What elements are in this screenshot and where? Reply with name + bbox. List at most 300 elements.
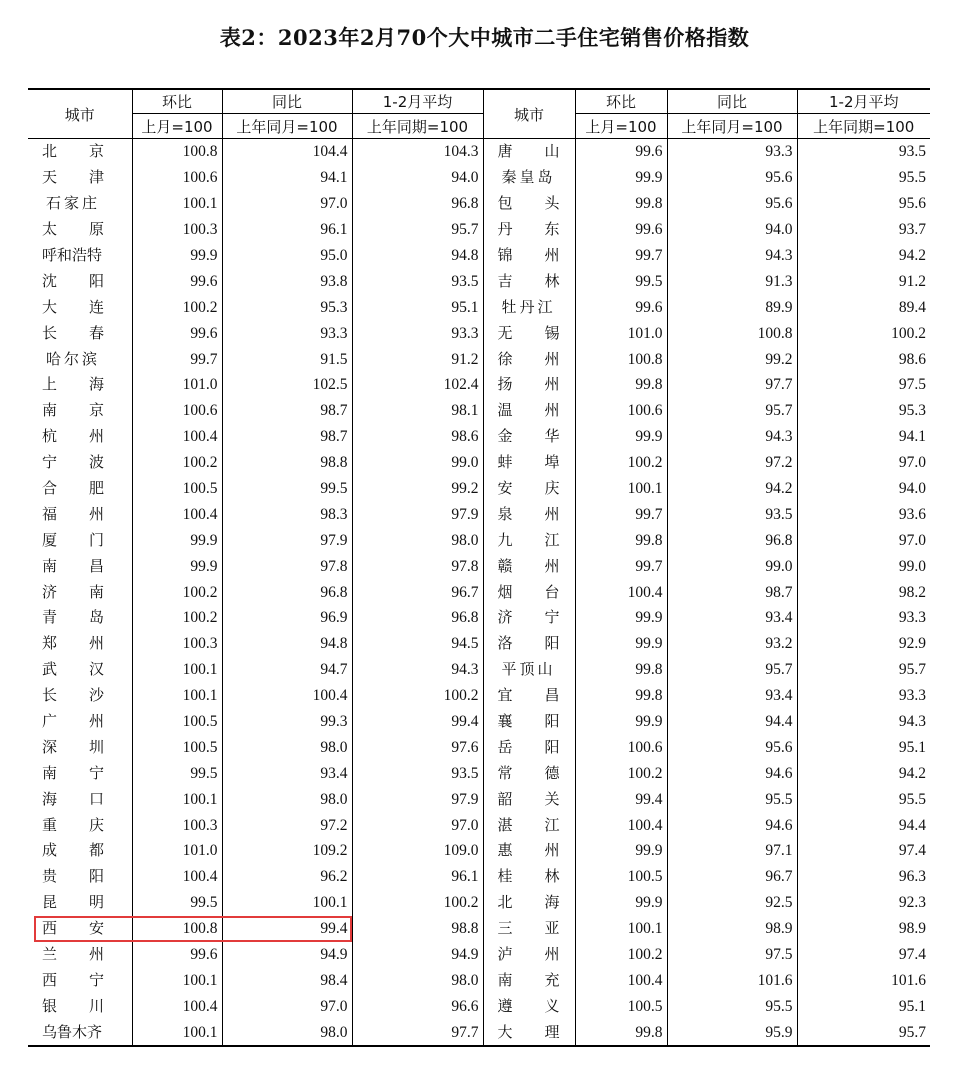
yoy-right-cell: 95.6 xyxy=(667,191,797,217)
avg-right-cell: 94.2 xyxy=(797,243,930,269)
table-body xyxy=(28,139,930,1047)
header-yoy-base-right: 上年同月=100 xyxy=(667,114,797,139)
table-row xyxy=(28,372,930,398)
yoy-right-cell: 93.2 xyxy=(667,631,797,657)
yoy-right-cell: 99.2 xyxy=(667,346,797,372)
yoy-right-cell: 91.3 xyxy=(667,268,797,294)
city-left-cell xyxy=(28,476,132,502)
yoy-left-cell: 97.0 xyxy=(222,191,352,217)
city-right-name: 无 锡 xyxy=(497,323,560,342)
mom-right-cell: 100.2 xyxy=(575,450,667,476)
avg-right-cell: 93.6 xyxy=(797,501,930,527)
avg-right-cell: 93.3 xyxy=(797,605,930,631)
yoy-left-cell: 100.4 xyxy=(222,683,352,709)
mom-left-cell: 100.1 xyxy=(132,786,222,812)
mom-left-cell: 100.1 xyxy=(132,191,222,217)
city-right-cell xyxy=(483,631,575,657)
city-left-name: 西 宁 xyxy=(42,970,104,989)
yoy-left-cell: 98.7 xyxy=(222,398,352,424)
city-right-name: 韶 关 xyxy=(497,789,560,808)
yoy-left-cell: 94.9 xyxy=(222,942,352,968)
city-left-name: 宁 波 xyxy=(42,453,104,472)
yoy-right-cell: 97.7 xyxy=(667,372,797,398)
city-left-name: 南 宁 xyxy=(42,763,104,782)
table-row xyxy=(28,605,930,631)
city-left-cell xyxy=(28,553,132,579)
city-left-cell xyxy=(28,864,132,890)
yoy-left-cell: 104.4 xyxy=(222,139,352,165)
table-row xyxy=(28,294,930,320)
yoy-right-cell: 89.9 xyxy=(667,294,797,320)
yoy-left-cell: 98.0 xyxy=(222,1019,352,1046)
city-left-cell xyxy=(28,527,132,553)
city-left-name: 贵 阳 xyxy=(42,867,104,886)
mom-left-cell: 100.2 xyxy=(132,294,222,320)
avg-left-cell: 98.8 xyxy=(352,916,483,942)
avg-left-cell: 95.1 xyxy=(352,294,483,320)
city-left-cell xyxy=(28,1019,132,1046)
city-right-cell xyxy=(483,760,575,786)
table-row xyxy=(28,786,930,812)
city-right-cell xyxy=(483,139,575,165)
avg-right-cell: 89.4 xyxy=(797,294,930,320)
table-row xyxy=(28,838,930,864)
mom-right-cell: 99.9 xyxy=(575,424,667,450)
header-yoy-base-left: 上年同月=100 xyxy=(222,114,352,139)
yoy-right-cell: 94.6 xyxy=(667,760,797,786)
mom-right-cell: 100.1 xyxy=(575,476,667,502)
yoy-right-cell: 95.6 xyxy=(667,165,797,191)
header-avg-base-left: 上年同期=100 xyxy=(352,114,483,139)
yoy-right-cell: 99.0 xyxy=(667,553,797,579)
yoy-left-cell: 98.0 xyxy=(222,786,352,812)
yoy-right-cell: 95.9 xyxy=(667,1019,797,1046)
city-right-cell xyxy=(483,942,575,968)
avg-left-cell: 94.0 xyxy=(352,165,483,191)
table-row xyxy=(28,916,930,942)
avg-right-cell: 91.2 xyxy=(797,268,930,294)
city-right-name: 桂 林 xyxy=(497,867,560,886)
city-right-name: 徐 州 xyxy=(497,349,560,368)
mom-left-cell: 99.9 xyxy=(132,243,222,269)
city-right-cell xyxy=(483,1019,575,1046)
city-right-cell xyxy=(483,709,575,735)
mom-left-cell: 100.5 xyxy=(132,709,222,735)
yoy-left-cell: 102.5 xyxy=(222,372,352,398)
city-left-cell xyxy=(28,579,132,605)
yoy-left-cell: 109.2 xyxy=(222,838,352,864)
yoy-right-cell: 94.6 xyxy=(667,812,797,838)
city-left-name: 广 州 xyxy=(42,712,104,731)
avg-left-cell: 97.9 xyxy=(352,786,483,812)
city-right-name: 三 亚 xyxy=(497,919,560,938)
city-left-cell xyxy=(28,968,132,994)
city-right-name: 北 海 xyxy=(497,893,560,912)
yoy-left-cell: 94.1 xyxy=(222,165,352,191)
avg-left-cell: 100.2 xyxy=(352,683,483,709)
city-right-name: 蚌 埠 xyxy=(497,453,560,472)
table-row xyxy=(28,579,930,605)
yoy-left-cell: 93.3 xyxy=(222,320,352,346)
city-left-cell xyxy=(28,165,132,191)
table-row xyxy=(28,191,930,217)
city-right-cell xyxy=(483,683,575,709)
avg-right-cell: 94.3 xyxy=(797,709,930,735)
mom-right-cell: 99.9 xyxy=(575,838,667,864)
table-row xyxy=(28,683,930,709)
city-left-name: 青 岛 xyxy=(42,608,104,627)
mom-right-cell: 99.8 xyxy=(575,372,667,398)
table-row xyxy=(28,553,930,579)
city-left-cell xyxy=(28,501,132,527)
table-row xyxy=(28,527,930,553)
yoy-right-cell: 94.3 xyxy=(667,243,797,269)
mom-right-cell: 100.2 xyxy=(575,760,667,786)
city-right-cell xyxy=(483,191,575,217)
city-left-cell xyxy=(28,760,132,786)
mom-right-cell: 100.6 xyxy=(575,734,667,760)
mom-right-cell: 100.8 xyxy=(575,346,667,372)
mom-left-cell: 100.8 xyxy=(132,139,222,165)
mom-right-cell: 100.6 xyxy=(575,398,667,424)
table-row xyxy=(28,942,930,968)
mom-left-cell: 99.6 xyxy=(132,942,222,968)
avg-left-cell: 97.6 xyxy=(352,734,483,760)
avg-left-cell: 97.9 xyxy=(352,501,483,527)
city-left-name: 北 京 xyxy=(42,142,104,161)
city-left-name: 济 南 xyxy=(42,582,104,601)
header-yoy-right: 同比 xyxy=(667,89,797,114)
city-left-name: 银 川 xyxy=(42,996,104,1015)
avg-left-cell: 93.3 xyxy=(352,320,483,346)
city-left-name: 海 口 xyxy=(42,789,104,808)
city-right-cell xyxy=(483,217,575,243)
avg-left-cell: 100.2 xyxy=(352,890,483,916)
yoy-right-cell: 95.6 xyxy=(667,734,797,760)
mom-left-cell: 100.2 xyxy=(132,579,222,605)
table-row xyxy=(28,320,930,346)
mom-left-cell: 100.3 xyxy=(132,631,222,657)
mom-left-cell: 100.1 xyxy=(132,657,222,683)
yoy-right-cell: 96.7 xyxy=(667,864,797,890)
avg-right-cell: 95.6 xyxy=(797,191,930,217)
avg-left-cell: 96.1 xyxy=(352,864,483,890)
header-row-1 xyxy=(28,89,930,114)
avg-right-cell: 93.5 xyxy=(797,139,930,165)
mom-right-cell: 99.8 xyxy=(575,191,667,217)
mom-right-cell: 99.6 xyxy=(575,139,667,165)
mom-right-cell: 99.9 xyxy=(575,631,667,657)
yoy-right-cell: 97.1 xyxy=(667,838,797,864)
yoy-left-cell: 98.0 xyxy=(222,734,352,760)
mom-left-cell: 99.7 xyxy=(132,346,222,372)
yoy-right-cell: 98.7 xyxy=(667,579,797,605)
table-row xyxy=(28,346,930,372)
table-row xyxy=(28,760,930,786)
avg-right-cell: 98.2 xyxy=(797,579,930,605)
yoy-left-cell: 98.8 xyxy=(222,450,352,476)
yoy-left-cell: 98.7 xyxy=(222,424,352,450)
mom-left-cell: 100.3 xyxy=(132,812,222,838)
yoy-right-cell: 94.0 xyxy=(667,217,797,243)
city-left-name: 乌鲁木齐 xyxy=(42,1022,103,1041)
price-index-table-wrapper xyxy=(28,88,930,1047)
mom-right-cell: 99.7 xyxy=(575,501,667,527)
avg-left-cell: 96.8 xyxy=(352,605,483,631)
city-right-name: 泉 州 xyxy=(497,504,560,523)
avg-left-cell: 99.2 xyxy=(352,476,483,502)
page-title: 表2：2023年2月70个大中城市二手住宅销售价格指数 xyxy=(219,25,750,50)
city-right-cell xyxy=(483,968,575,994)
city-right-name: 洛 阳 xyxy=(497,634,560,653)
avg-right-cell: 94.2 xyxy=(797,760,930,786)
mom-right-cell: 99.7 xyxy=(575,243,667,269)
table-row xyxy=(28,139,930,165)
mom-left-cell: 100.4 xyxy=(132,501,222,527)
avg-left-cell: 102.4 xyxy=(352,372,483,398)
avg-right-cell: 94.4 xyxy=(797,812,930,838)
yoy-right-cell: 94.3 xyxy=(667,424,797,450)
yoy-right-cell: 94.4 xyxy=(667,709,797,735)
avg-left-cell: 93.5 xyxy=(352,760,483,786)
avg-right-cell: 98.6 xyxy=(797,346,930,372)
mom-right-cell: 99.9 xyxy=(575,709,667,735)
city-right-cell xyxy=(483,786,575,812)
yoy-left-cell: 95.3 xyxy=(222,294,352,320)
city-left-name: 福 州 xyxy=(42,504,104,523)
city-left-cell xyxy=(28,217,132,243)
avg-right-cell: 95.1 xyxy=(797,734,930,760)
city-right-cell xyxy=(483,812,575,838)
mom-right-cell: 101.0 xyxy=(575,320,667,346)
mom-right-cell: 99.8 xyxy=(575,657,667,683)
mom-left-cell: 100.5 xyxy=(132,734,222,760)
city-left-cell xyxy=(28,346,132,372)
city-left-cell xyxy=(28,268,132,294)
avg-left-cell: 96.8 xyxy=(352,191,483,217)
city-left-name: 西 安 xyxy=(42,919,104,938)
yoy-left-cell: 95.0 xyxy=(222,243,352,269)
header-mom-left: 环比 xyxy=(132,89,222,114)
city-left-cell xyxy=(28,812,132,838)
table-row xyxy=(28,812,930,838)
city-right-cell xyxy=(483,424,575,450)
city-left-cell xyxy=(28,786,132,812)
table-row xyxy=(28,1019,930,1046)
table-row xyxy=(28,968,930,994)
city-left-name: 合 肥 xyxy=(42,479,104,498)
table-row xyxy=(28,476,930,502)
city-left-name: 郑 州 xyxy=(42,634,104,653)
city-left-cell xyxy=(28,191,132,217)
header-mom-right: 环比 xyxy=(575,89,667,114)
city-right-cell xyxy=(483,657,575,683)
city-right-name: 吉 林 xyxy=(497,271,560,290)
mom-right-cell: 99.9 xyxy=(575,890,667,916)
mom-left-cell: 100.5 xyxy=(132,476,222,502)
mom-left-cell: 100.8 xyxy=(132,916,222,942)
city-right-name: 烟 台 xyxy=(497,582,560,601)
city-right-name: 金 华 xyxy=(497,427,560,446)
city-right-cell xyxy=(483,476,575,502)
avg-left-cell: 96.6 xyxy=(352,993,483,1019)
city-right-name: 扬 州 xyxy=(497,375,560,394)
city-right-name: 平顶山 xyxy=(501,660,556,679)
yoy-right-cell: 101.6 xyxy=(667,968,797,994)
city-left-name: 昆 明 xyxy=(42,893,104,912)
city-left-cell xyxy=(28,605,132,631)
city-left-name: 兰 州 xyxy=(42,945,104,964)
mom-left-cell: 99.5 xyxy=(132,890,222,916)
yoy-right-cell: 95.5 xyxy=(667,786,797,812)
avg-left-cell: 97.0 xyxy=(352,812,483,838)
table-row xyxy=(28,734,930,760)
city-left-cell xyxy=(28,657,132,683)
mom-right-cell: 100.4 xyxy=(575,968,667,994)
city-right-name: 大 理 xyxy=(497,1022,560,1041)
avg-right-cell: 95.1 xyxy=(797,993,930,1019)
table-row xyxy=(28,424,930,450)
mom-left-cell: 100.4 xyxy=(132,864,222,890)
mom-right-cell: 99.9 xyxy=(575,165,667,191)
avg-right-cell: 98.9 xyxy=(797,916,930,942)
city-left-name: 武 汉 xyxy=(42,660,104,679)
avg-right-cell: 100.2 xyxy=(797,320,930,346)
city-right-name: 宜 昌 xyxy=(497,686,560,705)
city-right-name: 九 江 xyxy=(497,530,560,549)
city-left-name: 南 京 xyxy=(42,401,104,420)
yoy-left-cell: 96.8 xyxy=(222,579,352,605)
header-city-left: 城市 xyxy=(28,89,132,139)
city-left-name: 天 津 xyxy=(42,168,104,187)
city-right-cell xyxy=(483,294,575,320)
header-row-2 xyxy=(28,114,930,139)
city-left-cell xyxy=(28,294,132,320)
table-row xyxy=(28,864,930,890)
city-left-name: 哈尔滨 xyxy=(45,349,100,368)
mom-right-cell: 99.8 xyxy=(575,683,667,709)
table-row xyxy=(28,709,930,735)
city-right-name: 岳 阳 xyxy=(497,737,560,756)
city-right-name: 唐 山 xyxy=(497,142,560,161)
yoy-right-cell: 93.3 xyxy=(667,139,797,165)
mom-left-cell: 100.2 xyxy=(132,605,222,631)
table-row xyxy=(28,631,930,657)
header-city-right: 城市 xyxy=(483,89,575,139)
yoy-right-cell: 92.5 xyxy=(667,890,797,916)
avg-right-cell: 101.6 xyxy=(797,968,930,994)
yoy-right-cell: 95.7 xyxy=(667,657,797,683)
avg-left-cell: 97.7 xyxy=(352,1019,483,1046)
city-left-name: 南 昌 xyxy=(42,556,104,575)
yoy-right-cell: 93.5 xyxy=(667,501,797,527)
city-right-cell xyxy=(483,579,575,605)
city-left-cell xyxy=(28,320,132,346)
city-right-name: 泸 州 xyxy=(497,945,560,964)
yoy-left-cell: 97.2 xyxy=(222,812,352,838)
avg-left-cell: 96.7 xyxy=(352,579,483,605)
avg-right-cell: 95.5 xyxy=(797,165,930,191)
city-left-cell xyxy=(28,683,132,709)
city-left-name: 沈 阳 xyxy=(42,271,104,290)
avg-left-cell: 98.0 xyxy=(352,527,483,553)
avg-right-cell: 97.4 xyxy=(797,942,930,968)
city-right-cell xyxy=(483,501,575,527)
mom-right-cell: 100.1 xyxy=(575,916,667,942)
avg-right-cell: 96.3 xyxy=(797,864,930,890)
yoy-left-cell: 93.8 xyxy=(222,268,352,294)
avg-left-cell: 98.6 xyxy=(352,424,483,450)
mom-right-cell: 100.4 xyxy=(575,579,667,605)
mom-left-cell: 100.1 xyxy=(132,683,222,709)
city-left-name: 大 连 xyxy=(42,297,104,316)
city-left-cell xyxy=(28,139,132,165)
mom-right-cell: 99.7 xyxy=(575,553,667,579)
mom-left-cell: 99.9 xyxy=(132,527,222,553)
city-left-cell xyxy=(28,942,132,968)
mom-left-cell: 101.0 xyxy=(132,838,222,864)
mom-right-cell: 100.5 xyxy=(575,864,667,890)
mom-right-cell: 99.4 xyxy=(575,786,667,812)
city-left-cell xyxy=(28,243,132,269)
city-left-name: 长 春 xyxy=(42,323,104,342)
yoy-left-cell: 99.3 xyxy=(222,709,352,735)
avg-left-cell: 93.5 xyxy=(352,268,483,294)
avg-right-cell: 93.7 xyxy=(797,217,930,243)
city-right-cell xyxy=(483,553,575,579)
city-left-cell xyxy=(28,838,132,864)
mom-right-cell: 100.2 xyxy=(575,942,667,968)
mom-right-cell: 99.8 xyxy=(575,1019,667,1046)
city-left-name: 重 庆 xyxy=(42,815,104,834)
mom-left-cell: 100.3 xyxy=(132,217,222,243)
mom-right-cell: 100.4 xyxy=(575,812,667,838)
yoy-left-cell: 99.4 xyxy=(222,916,352,942)
city-left-cell xyxy=(28,424,132,450)
header-avg-right: 1-2月平均 xyxy=(797,89,930,114)
table-row xyxy=(28,657,930,683)
avg-left-cell: 98.0 xyxy=(352,968,483,994)
city-left-name: 深 圳 xyxy=(42,737,104,756)
city-right-name: 济 宁 xyxy=(497,608,560,627)
avg-right-cell: 94.0 xyxy=(797,476,930,502)
mom-left-cell: 100.1 xyxy=(132,1019,222,1046)
table-row xyxy=(28,268,930,294)
avg-left-cell: 94.9 xyxy=(352,942,483,968)
city-left-name: 长 沙 xyxy=(42,686,104,705)
city-right-cell xyxy=(483,527,575,553)
avg-left-cell: 94.3 xyxy=(352,657,483,683)
yoy-left-cell: 97.0 xyxy=(222,993,352,1019)
avg-left-cell: 104.3 xyxy=(352,139,483,165)
city-right-cell xyxy=(483,268,575,294)
avg-right-cell: 94.1 xyxy=(797,424,930,450)
yoy-right-cell: 97.2 xyxy=(667,450,797,476)
city-left-name: 厦 门 xyxy=(42,530,104,549)
avg-left-cell: 99.4 xyxy=(352,709,483,735)
city-right-name: 赣 州 xyxy=(497,556,560,575)
table-row xyxy=(28,243,930,269)
avg-left-cell: 97.8 xyxy=(352,553,483,579)
avg-left-cell: 91.2 xyxy=(352,346,483,372)
yoy-right-cell: 98.9 xyxy=(667,916,797,942)
mom-right-cell: 100.5 xyxy=(575,993,667,1019)
avg-right-cell: 93.3 xyxy=(797,683,930,709)
city-left-cell xyxy=(28,398,132,424)
yoy-right-cell: 95.7 xyxy=(667,398,797,424)
city-right-cell xyxy=(483,346,575,372)
city-right-name: 锦 州 xyxy=(497,246,560,264)
